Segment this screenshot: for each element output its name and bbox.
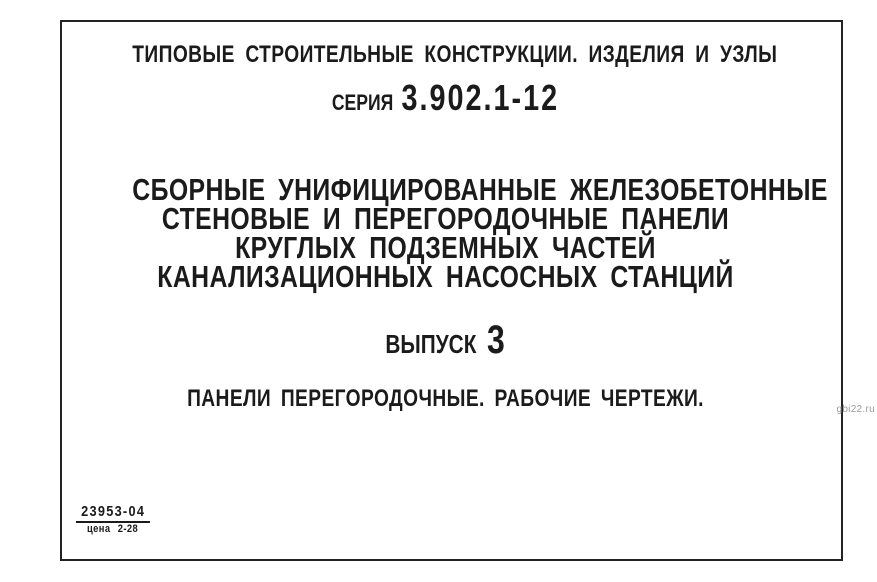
series-line — [132, 77, 758, 121]
issue-label: ВЫПУСК — [385, 329, 477, 359]
stamp-price-label: цена — [86, 523, 111, 535]
main-title-line-2: СТЕНОВЫЕ И ПЕРЕГОРОДОЧНЫЕ ПАНЕЛИ — [161, 201, 730, 236]
series-number: 3.902.1-12 — [401, 77, 560, 118]
issue-number: 3 — [486, 318, 506, 362]
issue-line — [132, 320, 758, 364]
main-title-line-4: КАНАЛИЗАЦИОННЫХ НАСОСНЫХ СТАНЦИЙ — [157, 259, 734, 294]
main-title-line-1: СБОРНЫЕ УНИФИЦИРОВАННЫЕ ЖЕЛЕЗОБЕТОННЫЕ — [132, 172, 828, 207]
main-title — [132, 172, 828, 294]
stamp-price-line — [76, 523, 149, 536]
stamp-code: 23953-04 — [76, 503, 150, 523]
stamp-price-value: 2-28 — [117, 523, 139, 535]
document-header-line: ТИПОВЫЕ СТРОИТЕЛЬНЫЕ КОНСТРУКЦИИ. ИЗДЕЛИЯ И УЗЛЫ — [132, 41, 778, 68]
document-subtitle: ПАНЕЛИ ПЕРЕГОРОДОЧНЫЕ. РАБОЧИЕ ЧЕРТЕЖИ. — [187, 385, 704, 412]
series-label: СЕРИЯ — [331, 90, 394, 115]
main-title-line-3: КРУГЛЫХ ПОДЗЕМНЫХ ЧАСТЕЙ — [235, 230, 656, 265]
site-watermark: gbi22.ru — [836, 404, 875, 415]
price-stamp — [76, 503, 149, 536]
